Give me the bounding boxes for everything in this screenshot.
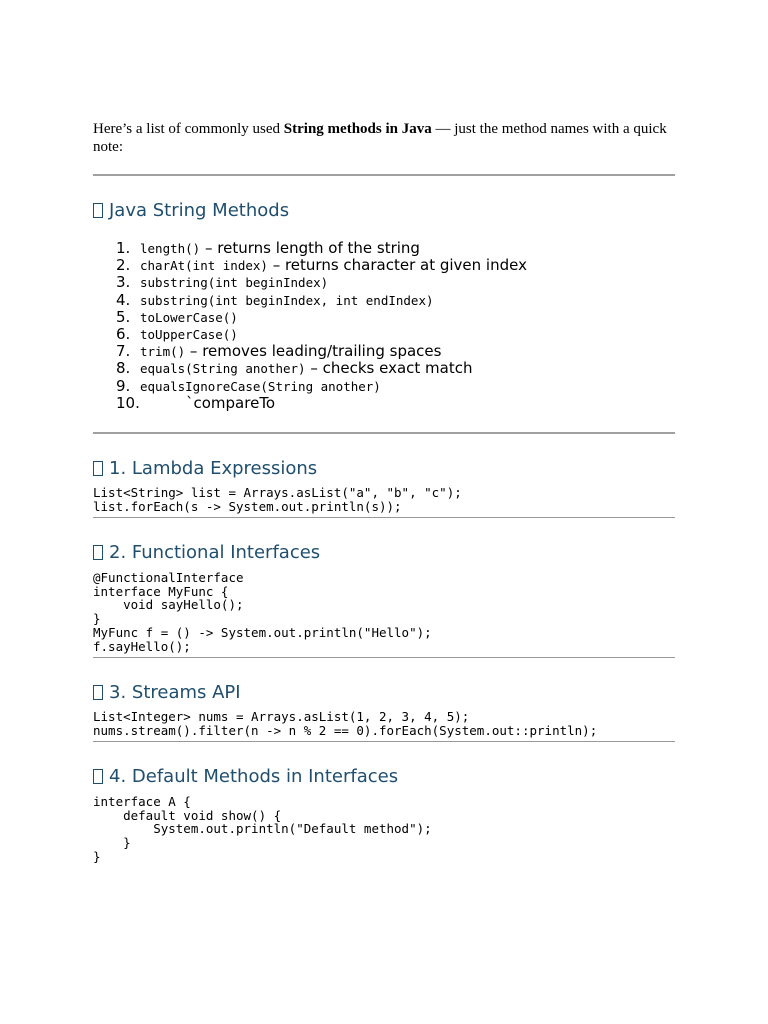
method-note: – returns character at given index bbox=[267, 256, 527, 275]
method-note: – checks exact match bbox=[305, 359, 473, 378]
method-code bbox=[140, 326, 238, 343]
intro-text-bold: String methods in Java bbox=[283, 121, 432, 137]
list-number: 6. bbox=[116, 324, 131, 343]
section-heading-streams bbox=[93, 682, 241, 704]
emoji-placeholder-icon bbox=[93, 685, 103, 700]
list-item bbox=[93, 240, 675, 257]
method-code bbox=[140, 292, 434, 309]
method-name: length() bbox=[140, 241, 201, 256]
list-item bbox=[93, 292, 675, 309]
method-note: – returns length of the string bbox=[200, 239, 420, 257]
section-heading-functional-interfaces bbox=[93, 542, 320, 564]
heading-text: Java String Methods bbox=[109, 200, 290, 221]
code-block-lambda: List<String> list = Arrays.asList("a", "b", "c"); list.forEach(s -> System.out.println(s)); bbox=[93, 485, 462, 514]
string-methods-list bbox=[93, 240, 675, 412]
method-name: substring(int beginIndex) bbox=[140, 275, 329, 291]
method-code bbox=[140, 240, 420, 257]
list-number: 1. bbox=[116, 239, 131, 257]
code-block-streams: List<Integer> nums = Arrays.asList(1, 2, 3, 4, 5); nums.stream().filter(n -> n % 2 == 0).forEach(System.out::println); bbox=[93, 709, 598, 738]
emoji-placeholder-icon bbox=[93, 545, 103, 560]
list-item bbox=[93, 378, 675, 395]
list-number: 3. bbox=[116, 273, 131, 292]
list-item bbox=[93, 326, 675, 343]
divider bbox=[93, 432, 675, 434]
section-heading-lambda bbox=[93, 458, 317, 480]
method-code bbox=[140, 274, 328, 291]
list-item bbox=[93, 360, 675, 377]
heading-text: 4. Default Methods in Interfaces bbox=[109, 766, 399, 787]
section-heading-string-methods bbox=[93, 200, 289, 222]
emoji-placeholder-icon bbox=[93, 203, 103, 218]
method-note: – removes leading/trailing spaces bbox=[185, 342, 442, 361]
divider bbox=[93, 517, 675, 518]
method-code bbox=[140, 257, 527, 274]
list-item bbox=[93, 274, 675, 291]
method-name: toLowerCase() bbox=[140, 309, 238, 325]
list-item bbox=[93, 309, 675, 326]
method-name: trim() bbox=[140, 344, 186, 360]
list-number: 9. bbox=[116, 376, 131, 395]
code-block-default-methods: interface A { default void show() { System.out.println("Default method"); } } bbox=[93, 794, 432, 864]
code-block-functional-interfaces: @FunctionalInterface interface MyFunc { void sayHello(); } MyFunc f = () -> System.out.println("Hello"); f.sayHello(); bbox=[93, 570, 432, 654]
method-name: charAt(int index) bbox=[140, 258, 268, 274]
method-name: toUpperCase() bbox=[140, 326, 238, 342]
intro-text-end: — just the method names with a quick note: bbox=[93, 121, 667, 155]
heading-text: 3. Streams API bbox=[109, 682, 241, 703]
method-name: substring(int beginIndex, int endIndex) bbox=[140, 292, 434, 308]
list-number: 5. bbox=[116, 307, 131, 326]
divider bbox=[93, 174, 675, 176]
heading-text: 1. Lambda Expressions bbox=[109, 458, 318, 479]
section-heading-default-methods bbox=[93, 766, 398, 788]
emoji-placeholder-icon bbox=[93, 769, 103, 784]
intro-text-start: Here’s a list of commonly used bbox=[93, 121, 284, 137]
list-item bbox=[93, 257, 675, 274]
list-number: 2. bbox=[116, 256, 131, 275]
list-item bbox=[93, 343, 675, 360]
list-item-text: `compareTo bbox=[186, 393, 276, 412]
divider bbox=[93, 741, 675, 742]
method-code bbox=[140, 378, 381, 395]
list-number: 4. bbox=[116, 290, 131, 309]
list-number: 10. bbox=[116, 393, 140, 412]
method-name: equals(String another) bbox=[140, 361, 306, 377]
method-code bbox=[140, 360, 472, 377]
list-number: 7. bbox=[116, 342, 131, 361]
method-code bbox=[140, 309, 238, 326]
list-number: 8. bbox=[116, 359, 131, 378]
emoji-placeholder-icon bbox=[93, 461, 103, 476]
heading-text: 2. Functional Interfaces bbox=[109, 542, 321, 563]
method-code bbox=[140, 343, 441, 360]
method-name: equalsIgnoreCase(String another) bbox=[140, 378, 381, 394]
divider bbox=[93, 657, 675, 658]
intro-paragraph bbox=[93, 120, 675, 156]
list-item bbox=[93, 395, 675, 412]
